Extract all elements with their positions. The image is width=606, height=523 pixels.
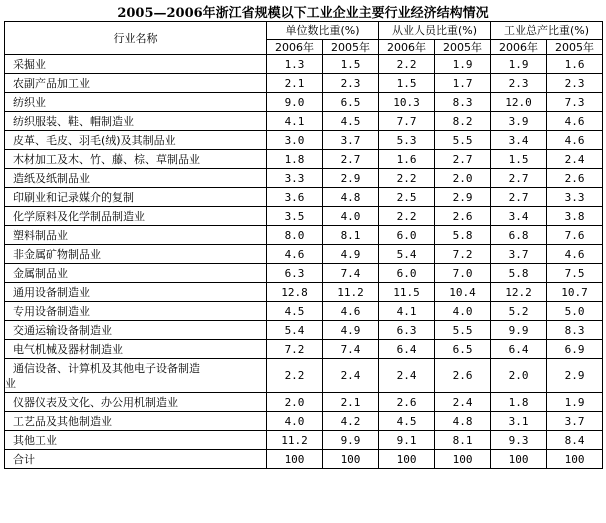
table-row [5, 340, 603, 359]
value-cell: 6.3 [267, 264, 323, 283]
table-row [5, 283, 603, 302]
industry-name-cell: 电气机械及器材制造业 [5, 340, 267, 359]
value-cell: 2.7 [491, 188, 547, 207]
industry-name: 通信设备、计算机及其他电子设备制造 [13, 361, 200, 375]
table-row [5, 112, 603, 131]
value-cell: 9.1 [379, 431, 435, 450]
value-cell: 2.4 [547, 150, 603, 169]
value-cell: 6.4 [379, 340, 435, 359]
value-cell: 2.6 [435, 207, 491, 226]
value-cell: 9.9 [323, 431, 379, 450]
value-cell: 2.6 [379, 393, 435, 412]
value-cell: 3.4 [491, 207, 547, 226]
value-cell: 3.7 [491, 245, 547, 264]
industry-name-cell: 采掘业 [5, 55, 267, 74]
table-row [5, 264, 603, 283]
value-cell: 3.3 [547, 188, 603, 207]
table-row [5, 131, 603, 150]
value-cell: 2.9 [435, 188, 491, 207]
value-cell: 100 [491, 450, 547, 469]
value-cell: 6.9 [547, 340, 603, 359]
value-cell: 3.9 [491, 112, 547, 131]
value-cell: 2.1 [323, 393, 379, 412]
value-cell: 2.5 [379, 188, 435, 207]
year-header: 2005年 [435, 40, 491, 55]
value-cell: 7.4 [323, 264, 379, 283]
value-cell: 2.3 [491, 74, 547, 93]
group-header-output: 工业总产比重(%) [491, 22, 603, 40]
value-cell: 4.5 [379, 412, 435, 431]
value-cell: 5.8 [491, 264, 547, 283]
value-cell: 4.0 [267, 412, 323, 431]
table-row [5, 245, 603, 264]
industry-name-cell: 农副产品加工业 [5, 74, 267, 93]
value-cell: 2.1 [267, 74, 323, 93]
value-cell: 3.0 [267, 131, 323, 150]
value-cell: 2.3 [547, 74, 603, 93]
value-cell: 2.3 [323, 74, 379, 93]
industry-name-cell: 印刷业和记录媒介的复制 [5, 188, 267, 207]
industry-name-cell: 仪器仪表及文化、办公用机制造业 [5, 393, 267, 412]
value-cell: 11.2 [267, 431, 323, 450]
value-cell: 3.7 [323, 131, 379, 150]
value-cell: 8.4 [547, 431, 603, 450]
value-cell: 12.2 [491, 283, 547, 302]
value-cell: 2.2 [379, 55, 435, 74]
value-cell: 8.3 [547, 321, 603, 340]
value-cell: 4.0 [323, 207, 379, 226]
value-cell: 5.4 [379, 245, 435, 264]
table-title: 2005—2006年浙江省规模以下工业企业主要行业经济结构情况 [117, 6, 489, 21]
value-cell: 2.2 [267, 359, 323, 393]
industry-name-cell: 专用设备制造业 [5, 302, 267, 321]
value-cell: 6.5 [435, 340, 491, 359]
value-cell: 2.7 [491, 169, 547, 188]
industry-name-cell: 非金属矿物制品业 [5, 245, 267, 264]
industry-name-cell: 纺织服装、鞋、帽制造业 [5, 112, 267, 131]
value-cell: 7.5 [547, 264, 603, 283]
industry-name-cell: 工艺品及其他制造业 [5, 412, 267, 431]
value-cell: 4.6 [547, 245, 603, 264]
value-cell: 4.2 [323, 412, 379, 431]
value-cell: 6.0 [379, 264, 435, 283]
industry-name-cell: 通用设备制造业 [5, 283, 267, 302]
value-cell: 1.6 [547, 55, 603, 74]
value-cell: 1.9 [547, 393, 603, 412]
value-cell: 2.6 [547, 169, 603, 188]
industry-name-cell: 木材加工及木、竹、藤、棕、草制品业 [5, 150, 267, 169]
industry-name-cell: 塑料制品业 [5, 226, 267, 245]
year-header: 2005年 [323, 40, 379, 55]
value-cell: 100 [323, 450, 379, 469]
industry-header: 行业名称 [5, 22, 267, 55]
value-cell: 5.8 [435, 226, 491, 245]
value-cell: 4.6 [267, 245, 323, 264]
value-cell: 3.4 [491, 131, 547, 150]
industry-name-cell [5, 359, 267, 393]
value-cell: 4.1 [379, 302, 435, 321]
value-cell: 5.2 [491, 302, 547, 321]
value-cell: 1.9 [491, 55, 547, 74]
value-cell: 2.9 [547, 359, 603, 393]
value-cell: 6.8 [491, 226, 547, 245]
value-cell: 8.3 [435, 93, 491, 112]
industry-name-cell: 金属制品业 [5, 264, 267, 283]
value-cell: 7.6 [547, 226, 603, 245]
value-cell: 100 [379, 450, 435, 469]
table-row [5, 412, 603, 431]
value-cell: 1.9 [435, 55, 491, 74]
value-cell: 1.5 [491, 150, 547, 169]
year-header: 2006年 [491, 40, 547, 55]
value-cell: 7.0 [435, 264, 491, 283]
industry-name-cell: 造纸及纸制品业 [5, 169, 267, 188]
industry-name-continuation: 业 [5, 376, 16, 390]
value-cell: 4.9 [323, 321, 379, 340]
value-cell: 2.6 [435, 359, 491, 393]
table-row [5, 450, 603, 469]
industry-name-cell: 其他工业 [5, 431, 267, 450]
table-row [5, 169, 603, 188]
value-cell: 5.0 [547, 302, 603, 321]
table-row [5, 150, 603, 169]
value-cell: 100 [435, 450, 491, 469]
value-cell: 100 [267, 450, 323, 469]
year-header: 2005年 [547, 40, 603, 55]
value-cell: 4.8 [323, 188, 379, 207]
value-cell: 2.2 [379, 169, 435, 188]
table-row [5, 359, 603, 393]
industry-name-cell: 皮革、毛皮、羽毛(绒)及其制品业 [5, 131, 267, 150]
group-header-employees: 从业人员比重(%) [379, 22, 491, 40]
value-cell: 2.7 [435, 150, 491, 169]
table-row [5, 431, 603, 450]
value-cell: 3.6 [267, 188, 323, 207]
value-cell: 8.1 [323, 226, 379, 245]
value-cell: 6.0 [379, 226, 435, 245]
value-cell: 3.1 [491, 412, 547, 431]
table-row [5, 55, 603, 74]
value-cell: 8.1 [435, 431, 491, 450]
value-cell: 4.5 [323, 112, 379, 131]
value-cell: 7.4 [323, 340, 379, 359]
value-cell: 1.8 [267, 150, 323, 169]
table-row [5, 393, 603, 412]
value-cell: 1.7 [435, 74, 491, 93]
value-cell: 11.5 [379, 283, 435, 302]
value-cell: 1.5 [379, 74, 435, 93]
value-cell: 6.3 [379, 321, 435, 340]
value-cell: 9.9 [491, 321, 547, 340]
value-cell: 11.2 [323, 283, 379, 302]
value-cell: 2.0 [267, 393, 323, 412]
table-row [5, 188, 603, 207]
value-cell: 5.5 [435, 321, 491, 340]
year-header: 2006年 [267, 40, 323, 55]
value-cell: 3.3 [267, 169, 323, 188]
group-header-units: 单位数比重(%) [267, 22, 379, 40]
industry-name-cell: 纺织业 [5, 93, 267, 112]
value-cell: 3.7 [547, 412, 603, 431]
table-row [5, 226, 603, 245]
value-cell: 5.3 [379, 131, 435, 150]
value-cell: 8.0 [267, 226, 323, 245]
table-body [5, 55, 603, 469]
value-cell: 6.5 [323, 93, 379, 112]
year-header: 2006年 [379, 40, 435, 55]
value-cell: 7.7 [379, 112, 435, 131]
value-cell: 3.8 [547, 207, 603, 226]
value-cell: 8.2 [435, 112, 491, 131]
value-cell: 12.0 [491, 93, 547, 112]
value-cell: 6.4 [491, 340, 547, 359]
value-cell: 2.4 [435, 393, 491, 412]
value-cell: 1.3 [267, 55, 323, 74]
value-cell: 100 [547, 450, 603, 469]
value-cell: 4.6 [547, 112, 603, 131]
value-cell: 2.0 [435, 169, 491, 188]
table-row [5, 74, 603, 93]
value-cell: 4.0 [435, 302, 491, 321]
value-cell: 5.5 [435, 131, 491, 150]
industry-name-cell: 合计 [5, 450, 267, 469]
value-cell: 7.2 [435, 245, 491, 264]
value-cell: 1.8 [491, 393, 547, 412]
value-cell: 2.4 [379, 359, 435, 393]
value-cell: 2.7 [323, 150, 379, 169]
table-row [5, 93, 603, 112]
table-row [5, 207, 603, 226]
value-cell: 7.2 [267, 340, 323, 359]
value-cell: 4.8 [435, 412, 491, 431]
value-cell: 12.8 [267, 283, 323, 302]
value-cell: 4.1 [267, 112, 323, 131]
table-row [5, 321, 603, 340]
industry-name-cell: 交通运输设备制造业 [5, 321, 267, 340]
value-cell: 2.2 [379, 207, 435, 226]
industry-name-cell: 化学原料及化学制品制造业 [5, 207, 267, 226]
value-cell: 10.3 [379, 93, 435, 112]
value-cell: 2.9 [323, 169, 379, 188]
value-cell: 10.7 [547, 283, 603, 302]
value-cell: 7.3 [547, 93, 603, 112]
value-cell: 4.6 [323, 302, 379, 321]
value-cell: 4.5 [267, 302, 323, 321]
value-cell: 2.0 [491, 359, 547, 393]
value-cell: 5.4 [267, 321, 323, 340]
value-cell: 9.3 [491, 431, 547, 450]
value-cell: 3.5 [267, 207, 323, 226]
value-cell: 2.4 [323, 359, 379, 393]
table-row [5, 302, 603, 321]
value-cell: 10.4 [435, 283, 491, 302]
value-cell: 1.5 [323, 55, 379, 74]
value-cell: 4.9 [323, 245, 379, 264]
industry-structure-table [4, 21, 603, 469]
value-cell: 1.6 [379, 150, 435, 169]
value-cell: 4.6 [547, 131, 603, 150]
value-cell: 9.0 [267, 93, 323, 112]
